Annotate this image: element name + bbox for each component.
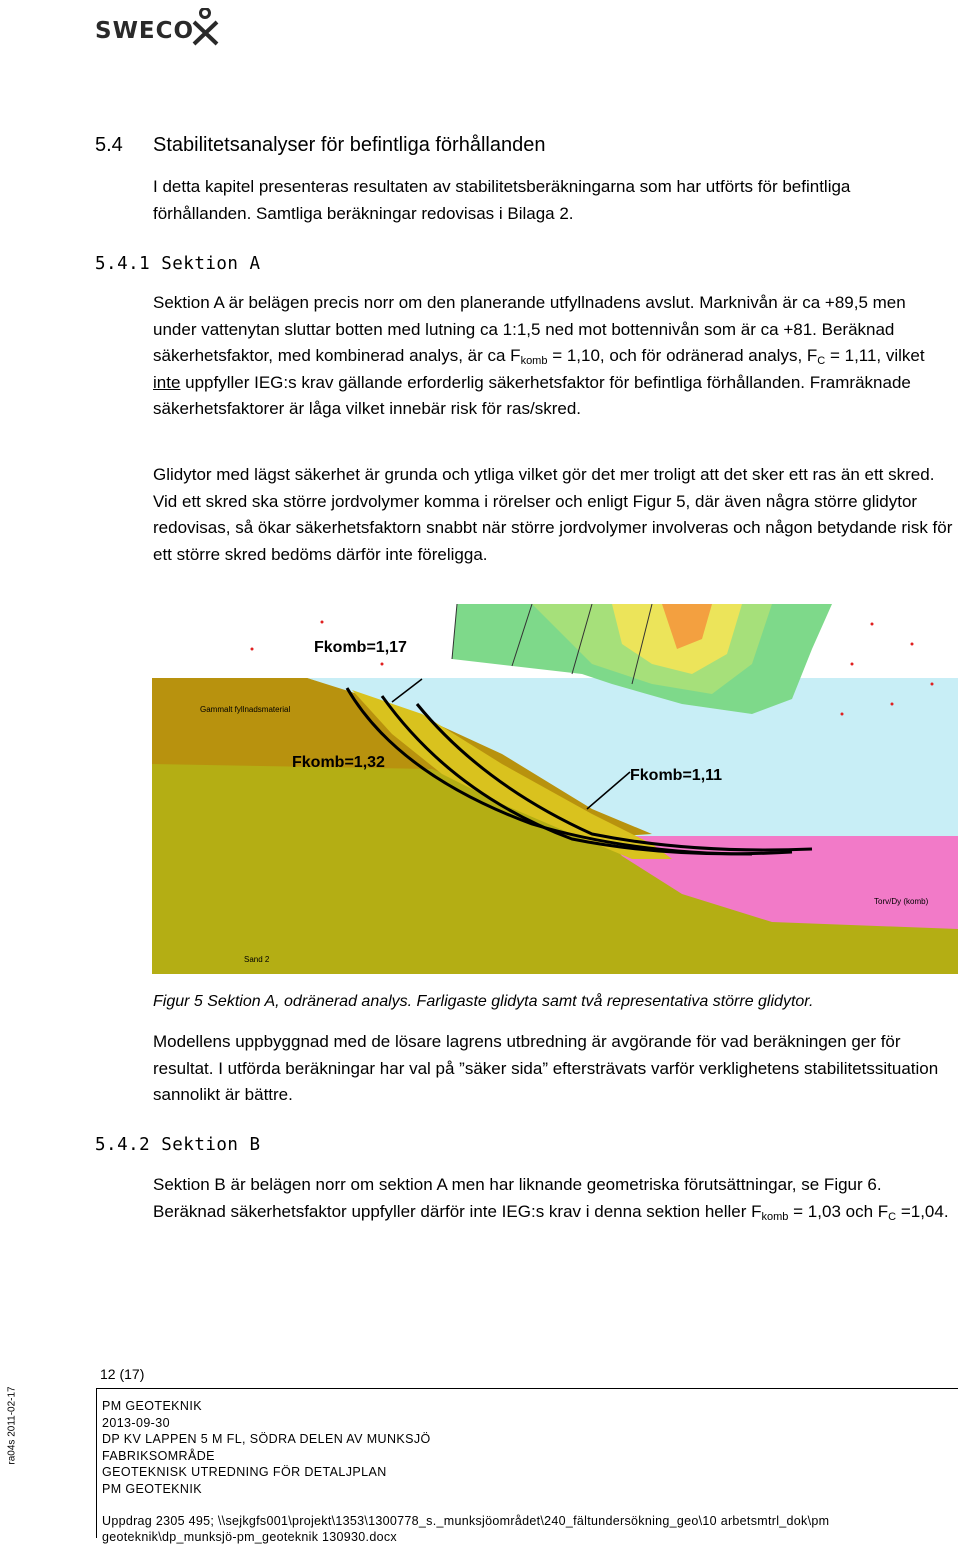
section-number: 5.4 xyxy=(95,134,123,156)
template-code: ra04s 2011-02-17 xyxy=(6,1386,18,1465)
page-number: 12 (17) xyxy=(100,1366,145,1382)
label-fkomb-117: Fkomb=1,17 xyxy=(314,639,407,656)
footer-info xyxy=(102,1398,431,1497)
underlined-word: inte xyxy=(153,372,181,392)
footer-line-5: GEOTEKNISK UTREDNING FÖR DETALJPLAN xyxy=(102,1465,387,1479)
subscript: komb xyxy=(761,1210,789,1223)
section-title: Stabilitetsanalyser för befintliga förhållanden xyxy=(153,134,546,156)
sektion-a-paragraph-1 xyxy=(153,290,953,423)
footer-line-2: 2013-09-30 xyxy=(102,1415,170,1430)
footer-line-6: PM GEOTEKNIK xyxy=(102,1481,202,1496)
sweco-mark-icon xyxy=(190,8,222,46)
sektion-a-paragraph-3: Modellens uppbyggnad med de lösare lagrens utbredning är avgörande för vad beräkningen ger för resultat. I utförda beräkningar har val på ”säker sida” eftersträvats varför verklighetens stabilitetssituation sannolikt är bättre. xyxy=(153,1032,939,1104)
text-run: = 1,10, och för odränerad analys, F xyxy=(547,346,818,365)
label-fkomb-111: Fkomb=1,11 xyxy=(630,767,723,784)
label-sand: Sand 2 xyxy=(244,955,270,964)
text-run: Sektion A är belägen precis norr om den planerande utfyllnadens avslut. Marknivån är ca +89,5 men under vattenytan sluttar botten med lutning ca 1:1,5 ned mot bottennivån som är ca +81. Beräknad säkerhetsfaktor, med kombinerad analys, är ca F xyxy=(153,293,906,365)
section-heading-5-4 xyxy=(95,134,545,157)
subsection-heading-5-4-2: 5.4.2 Sektion B xyxy=(95,1135,261,1155)
subscript: komb xyxy=(520,355,548,367)
text-run: =1,04. xyxy=(896,1201,949,1221)
subscript: C xyxy=(817,355,826,367)
footer-line-1: PM GEOTEKNIK xyxy=(102,1399,202,1413)
footer-line-3: DP KV LAPPEN 5 M FL, SÖDRA DELEN AV MUNKSJÖ xyxy=(102,1432,431,1446)
label-fill: Gammalt fyllnadsmaterial xyxy=(200,705,291,714)
file-path-line-1: Uppdrag 2305 495; \\sejkgfs001\projekt\1353\1300778_s._munksjöområdet\240_fältundersökning_geo\10 arbetsmtrl_dok\pm xyxy=(102,1514,830,1528)
sektion-b-paragraph xyxy=(153,1172,953,1225)
logo-text: SWECO xyxy=(95,18,195,44)
file-path-line-2: geoteknik\dp_munksjö-pm_geoteknik 130930.docx xyxy=(102,1530,397,1544)
text-run: Sektion B är belägen norr om sektion A men har liknande geometriska förutsättningar, se Figur 6. Beräknad säkerhetsfaktor uppfyller därför inte IEG:s krav i denna sektion heller F xyxy=(153,1175,882,1221)
label-torv: Torv/Dy (komb) xyxy=(874,897,929,906)
file-path xyxy=(102,1513,829,1545)
footer-vertical-rule xyxy=(96,1388,97,1538)
text-run: uppfyller IEG:s krav gällande erforderlig säkerhetsfaktor för befintliga förhållanden. Framräknade säkerhetsfaktorer är låga vilket innebär risk för ras/skred. xyxy=(153,372,911,418)
intro-paragraph: I detta kapitel presenteras resultaten av stabilitetsberäkningarna som har utförts för befintliga förhållanden. Samtliga beräkningar redovisas i Bilaga 2. xyxy=(153,177,851,223)
sweco-logo xyxy=(95,8,230,48)
footer-rule xyxy=(96,1388,958,1389)
label-fkomb-132: Fkomb=1,32 xyxy=(292,754,385,771)
text-run: = 1,03 och F xyxy=(788,1201,889,1221)
footer-line-4: FABRIKSOMRÅDE xyxy=(102,1448,215,1463)
subsection-heading-5-4-1: 5.4.1 Sektion A xyxy=(95,254,261,274)
figure-caption: Figur 5 Sektion A, odränerad analys. Farligaste glidyta samt två representativa större glidytor. xyxy=(153,993,814,1010)
subscript: C xyxy=(888,1210,897,1223)
stability-figure xyxy=(152,604,958,974)
text-run: = 1,11, vilket xyxy=(825,346,925,365)
sektion-a-paragraph-2: Glidytor med lägst säkerhet är grunda och ytliga vilket gör det mer troligt att det sker ett ras än ett skred. Vid ett skred ska större jordvolymer komma i rörelser och enligt Figur 5, där även några större glidytor redovisas, så ökar säkerhetsfaktorn snabbt när större jordvolymer involveras och någon betydande risk för ett större skred bedöms därför inte föreligga. xyxy=(153,465,953,564)
